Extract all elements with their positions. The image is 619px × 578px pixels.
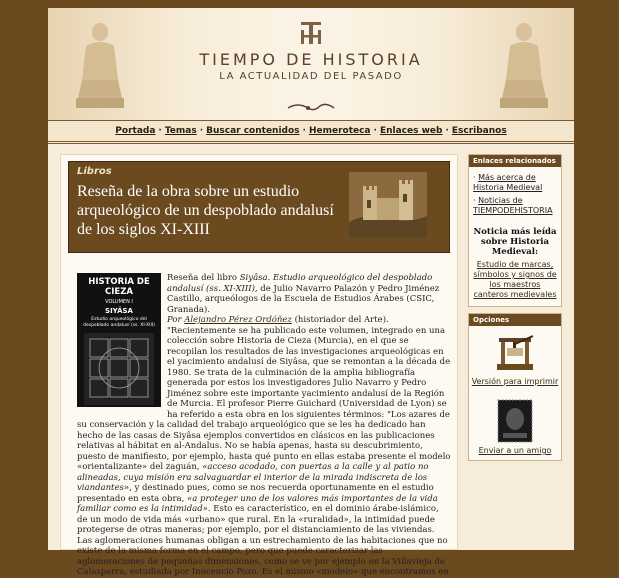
nav-hemeroteca[interactable]: Hemeroteca bbox=[308, 126, 371, 136]
site-logo-icon[interactable] bbox=[298, 20, 324, 46]
site-subtitle: LA ACTUALIDAD DEL PASADO bbox=[219, 71, 403, 82]
nav-portada[interactable]: Portada bbox=[115, 126, 156, 136]
article-paragraph: "Recientemente se ha publicado este volumen, integrado en una colección sobre Historia de Cieza (Murcia), en el que se recopilan los resultados de las investigaciones arqueológicas en el yacimiento andalusí de Siyâsa, que se remontan a la década de 1980. Se trata de la culminación de la amplia bibliografía generada por estos los investigadores Julio Navarro y Pedro Jiménez sobre este importante yacimiento andalusí de la Región de Murcia. El profesor Pierre Guichard (Universidad de Lyon) se ha referido a esta obra en los siguientes términos: "Los azares de su conservación y la calidad del trabajo arqueológico que se les ha dedicado han hecho de las casas de Siyâsa ejemplos convertidos en clásicos en las publicaciones relativas al hábitat en al-Andalus. No se había apenas, hasta su descubrimiento, puesto de manifiesto, por ejemplo, hasta qué punto en ellas estaba presente el modelo «orientalizante» del zaguán, «acceso acodado, con puertas a la calle y al patio no alineadas, cuya misión era salvaguardar el interior de la mirada indiscreta de los viandantes», y destinado pues, como se nos recuerda oportunamente en el estudio presentado en esta obra, «a proteger uno de los valores más importantes de la vida familiar como es la intimidad». Esto es característico, en el dominio árabe-islámico, de un modo de vida más «urbano» que rural. En la «ruralidad», la intimidad puede protegerse de otras maneras; por ejemplo, por el distanciamiento de las viviendas. Las aglomeraciones humanas obligan a un estrechamiento de las habitaciones que no existe de la misma forma en el campo, pero que puede caracterizar las aglomeraciones de pequeñas dimensiones, como se ve por ejemplo en la Villavieja de Calasparra, estudiada por Inocencio Pozo. Es el mismo «modelo» que encontramos en bbox=[77, 325, 451, 577]
section-kicker: Libros bbox=[77, 166, 112, 177]
most-read-heading: Noticia más leída sobre Historia Medieval: bbox=[473, 227, 557, 257]
main-nav: Portada · Temas · Buscar contenidos · Hemeroteca · Enlaces web · Escribanos bbox=[48, 120, 574, 144]
book-title: HISTORIA DE CIEZA bbox=[88, 277, 150, 297]
article-banner bbox=[68, 161, 450, 253]
author-link[interactable]: Alejandro Pérez Ordóñez bbox=[184, 315, 292, 325]
book-name: SIYÂSA bbox=[105, 307, 133, 315]
castle-image bbox=[349, 172, 427, 238]
most-read-link[interactable]: Estudio de marcas, símbolos y signos de los maestros canteros medievales bbox=[473, 260, 557, 299]
nav-buscar[interactable]: Buscar contenidos bbox=[206, 126, 300, 136]
book-volume: VOLUMEN I bbox=[105, 299, 133, 305]
page bbox=[48, 8, 574, 577]
related-links-box: Enlaces relacionados · Más acerca de Historia Medieval · Noticias de TIEMPODEHISTORIA Noticia más leída sobre Historia Medieval: Estudio de marcas, símbolos y signos de los maestros canteros medievales bbox=[468, 154, 562, 307]
sidebar bbox=[468, 154, 562, 467]
article-panel bbox=[60, 154, 458, 577]
site-title[interactable]: TIEMPO DE HISTORIA bbox=[199, 50, 423, 69]
article-intro: Reseña del libro Siyâsa. Estudio arqueológico del despoblado andalusí (ss. XI-XIII), de Julio Navarro Palazón y Pedro Jiménez Castillo, arqueólogos de la Escuela de Estudios Árabes (CSIC, Granada). bbox=[167, 273, 440, 315]
book-reference: Siyâsa. Estudio arqueológico del despoblado andalusí (ss. XI-XIII) bbox=[167, 273, 433, 294]
print-version-link[interactable]: Versión para imprimir bbox=[471, 377, 559, 386]
nav-escribanos[interactable]: Escribanos bbox=[451, 126, 507, 136]
nav-temas[interactable]: Temas bbox=[164, 126, 197, 136]
related-links-heading: Enlaces relacionados bbox=[469, 155, 561, 167]
site-header bbox=[48, 8, 574, 120]
article-byline: Por Alejandro Pérez Ordóñez (historiador del Arte). bbox=[167, 315, 389, 325]
nav-enlaces[interactable]: Enlaces web bbox=[379, 126, 443, 136]
article-title: Reseña de la obra sobre un estudio arqueológico de un despoblado andalusí de los siglos XI-XIII bbox=[77, 183, 334, 238]
related-link-historia-medieval[interactable]: Más acerca de Historia Medieval bbox=[473, 173, 543, 192]
options-heading: Opciones bbox=[469, 314, 561, 326]
flourish-ornament bbox=[286, 100, 336, 114]
options-box bbox=[468, 313, 562, 461]
related-link-noticias[interactable]: Noticias de TIEMPODEHISTORIA bbox=[473, 196, 553, 215]
printing-press-icon[interactable] bbox=[493, 334, 537, 374]
send-to-friend-link[interactable]: Enviar a un amigo bbox=[478, 446, 552, 455]
book-subtitle: Estudio arqueológico del despoblado andalusí (ss. XI-XIII) bbox=[83, 317, 155, 328]
article-body bbox=[77, 273, 451, 578]
stamp-icon[interactable] bbox=[497, 399, 533, 443]
